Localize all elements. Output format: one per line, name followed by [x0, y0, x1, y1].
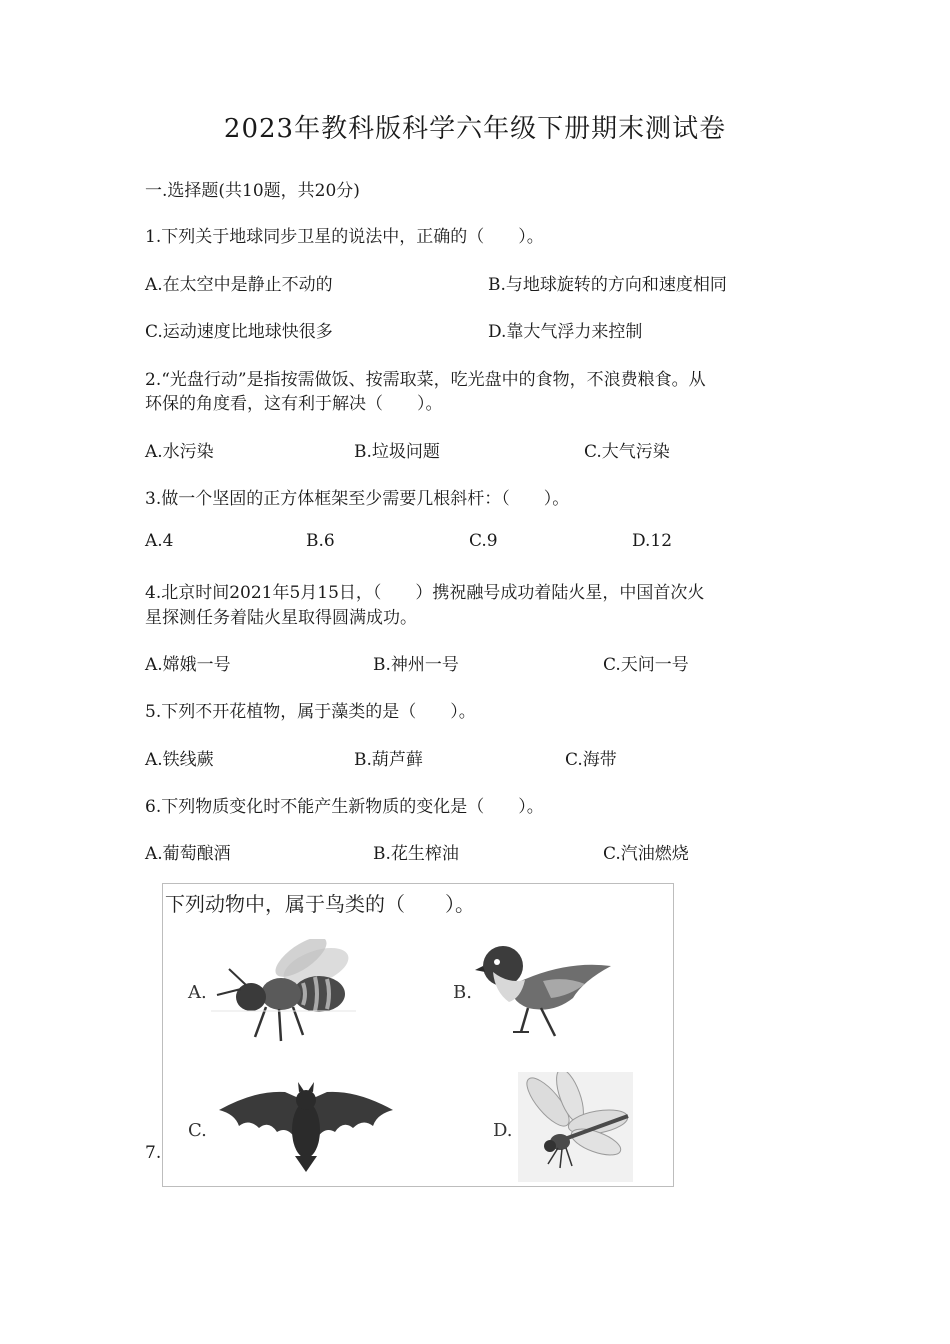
question-4-option-a: A.嫦娥一号 — [145, 655, 231, 675]
question-1-option-d: D.靠大气浮力来控制 — [488, 322, 643, 342]
bat-image — [215, 1080, 397, 1176]
question-6-option-a: A.葡萄酿酒 — [145, 844, 231, 864]
question-2-stem-line2: 环保的角度看，这有利于解决（ ）。 — [145, 394, 443, 414]
question-2-option-b: B.垃圾问题 — [354, 442, 440, 462]
question-3-option-a: A.4 — [145, 531, 174, 551]
question-5-option-b: B.葫芦藓 — [354, 750, 423, 770]
figure-question-text: 下列动物中，属于鸟类的（ ）。 — [165, 892, 475, 916]
question-5-option-a: A.铁线蕨 — [145, 750, 214, 770]
question-4-stem-line2: 星探测任务着陆火星取得圆满成功。 — [145, 608, 417, 628]
question-4-option-b: B.神州一号 — [373, 655, 459, 675]
question-1-option-b: B.与地球旋转的方向和速度相同 — [488, 275, 727, 295]
bee-image — [211, 939, 356, 1049]
dragonfly-image — [518, 1072, 633, 1182]
question-4-option-c: C.天问一号 — [603, 655, 689, 675]
question-3-option-c: C.9 — [469, 531, 498, 551]
question-6-option-b: B.花生榨油 — [373, 844, 459, 864]
question-1-option-c: C.运动速度比地球快很多 — [145, 322, 333, 342]
question-5-stem: 5.下列不开花植物，属于藻类的是（ ）。 — [145, 702, 476, 722]
figure-label-d: D. — [493, 1120, 513, 1141]
question-2-stem-line1: 2.“光盘行动”是指按需做饭、按需取菜，吃光盘中的食物，不浪费粮食。从 — [145, 370, 706, 390]
figure-label-b: B. — [453, 982, 472, 1003]
question-3-option-b: B.6 — [306, 531, 335, 551]
question-3-stem: 3.做一个坚固的正方体框架至少需要几根斜杆：（ ）。 — [145, 489, 570, 509]
sparrow-image — [473, 936, 618, 1048]
question-7-number: 7. — [145, 1143, 162, 1163]
question-5-option-c: C.海带 — [565, 750, 617, 770]
question-7-figure — [162, 883, 674, 1187]
figure-label-a: A. — [188, 982, 207, 1003]
question-4-stem-line1: 4.北京时间2021年5月15日，（ ）携祝融号成功着陆火星，中国首次火 — [145, 583, 705, 603]
question-1-option-a: A.在太空中是静止不动的 — [145, 275, 333, 295]
question-3-option-d: D.12 — [632, 531, 673, 551]
section-heading: 一.选择题(共10题，共20分) — [145, 181, 360, 201]
page-title: 2023年教科版科学六年级下册期末测试卷 — [223, 114, 727, 144]
question-2-option-a: A.水污染 — [145, 442, 214, 462]
question-6-stem: 6.下列物质变化时不能产生新物质的变化是（ ）。 — [145, 797, 544, 817]
question-1-stem: 1.下列关于地球同步卫星的说法中，正确的（ ）。 — [145, 227, 544, 247]
figure-label-c: C. — [188, 1120, 207, 1141]
question-2-option-c: C.大气污染 — [584, 442, 670, 462]
question-6-option-c: C.汽油燃烧 — [603, 844, 689, 864]
